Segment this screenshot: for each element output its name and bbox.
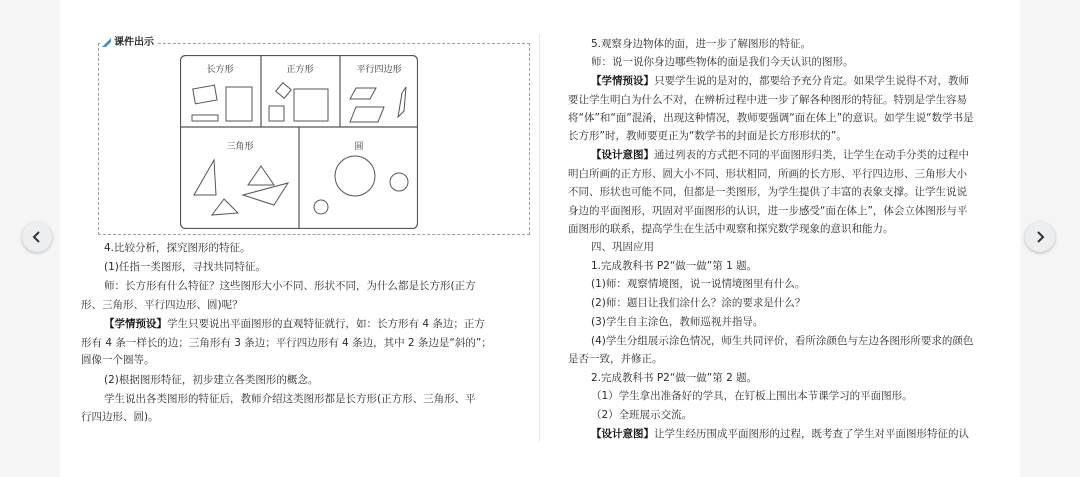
left-line-7: 圆像一个圈等。 [81,354,155,366]
right-line-15: (2)师：题目让我们涂什么？涂的要求是什么？ [591,297,806,309]
right-line-16: (3)学生自主涂色，教师巡视并指导。 [591,316,764,328]
header-rectangle: 长方形 [206,65,234,75]
left-line-5-text: 学生只要说出平面图形的直观特征就行，如：长方形有 4 条边；正方 [167,318,485,330]
right-line-8: 明白所画的正方形、圆大小不同、形状相同，所画的长方形、平行四边形、三角形大小 [568,168,967,180]
right-line-19: 2.完成教科书 P2“做一做”第 2 题。 [591,372,758,384]
left-line-9: 学生说出各类图形的特征后，教师介绍这类图形都是长方形(正方形、三角形、平 [104,393,476,405]
header-circle: 圆 [354,142,364,152]
right-line-18: 是否一致，并修正。 [568,353,663,365]
right-line-11: 面图形的联系，提高学生在生活中观察和探究数学现象的意识和能力。 [568,223,894,235]
right-line-21: （2）全班展示交流。 [591,409,693,421]
right-line-13: 1.完成教科书 P2“做一做”第 1 题。 [591,260,758,272]
right-line-20: （1）学生拿出准备好的学具，在钉板上围出本节课学习的平面图形。 [591,390,913,402]
right-line-1: 5.观察身边物体的面，进一步了解图形的特征。 [591,38,812,50]
right-line-2: 师：说一说你身边哪些物体的面是我们今天认识的图形。 [591,56,854,68]
right-line-5: 将“体”和“面”混淆，出现这种情况，教师要强调“面在体上”的意识。如学生说“数学书是 [568,112,974,124]
header-parallelogram: 平行四边形 [356,65,402,75]
left-line-1: 4.比较分析，探究图形的特征。 [104,242,251,254]
left-line-6: 形有 4 条一样长的边；三角形有 3 条边；平行四边形有 4 条边，其中 2 条边是“斜的”； [81,337,492,349]
right-line-7 [591,148,969,162]
label-sheji-right-2: 【设计意图】 [591,428,654,440]
right-line-3 [591,74,969,88]
next-page-button[interactable] [1025,222,1055,252]
label-sheji-right-1: 【设计意图】 [591,149,654,161]
right-line-3-text: 只要学生说的是对的，都要给予充分肯定。如果学生说得不对，教师 [654,75,969,87]
left-line-8: (2)根据图形特征，初步建立各类图形的概念。 [104,374,319,386]
chevron-right-icon [1033,230,1047,244]
right-line-12: 四、巩固应用 [591,241,654,253]
left-line-3: 师：长方形有什么特征？这些图形大小不同、形状不同，为什么都是长方形(正方 [104,280,476,292]
courseware-tag-label: 课件出示 [114,37,154,48]
right-line-17: (4)学生分组展示涂色情况，师生共同评价，看所涂颜色与左边各图形所要求的颜色 [591,335,974,347]
shape-classification-table [180,55,418,229]
header-square: 正方形 [286,65,314,75]
right-line-7-text: 通过列表的方式把不同的平面图形归类，让学生在动手分类的过程中 [654,149,969,161]
prev-page-button[interactable] [22,222,52,252]
left-line-2: (1)任指一类图形，寻找共同特征。 [104,261,266,273]
label-xueqing-right: 【学情预设】 [591,75,654,87]
right-line-10: 身边的平面图形，巩固对平面图形的认识，进一步感受“面在体上”，体会立体图形与平 [568,205,968,217]
right-line-22 [591,427,969,441]
courseware-tag [100,36,156,50]
page-divider [539,34,540,442]
left-line-10: 行四边形、圆)。 [81,411,159,423]
right-line-14: (1)师：观察情境图，说一说情境图里有什么。 [591,278,806,290]
right-line-9: 不同、形状也可能不同，但都是一类图形，为学生提供了丰富的表象支撑。让学生说说 [568,186,967,198]
tag-icon [102,38,111,47]
chevron-left-icon [30,230,44,244]
label-xueqing-left: 【学情预设】 [104,318,167,330]
left-line-5 [104,317,485,331]
left-line-4: 形、三角形、平行四边形、圆)呢？ [81,299,243,311]
right-line-22-text: 让学生经历围成平面图形的过程，既考查了学生对平面图形特征的认 [654,428,969,440]
right-line-4: 要让学生明白为什么不对，在辨析过程中进一步了解各种图形的特征。特别是学生容易 [568,94,967,106]
header-triangle: 三角形 [226,142,254,152]
right-line-6: 长方形”时，教师要更正为“数学书的封面是长方形形状的”。 [568,130,847,142]
